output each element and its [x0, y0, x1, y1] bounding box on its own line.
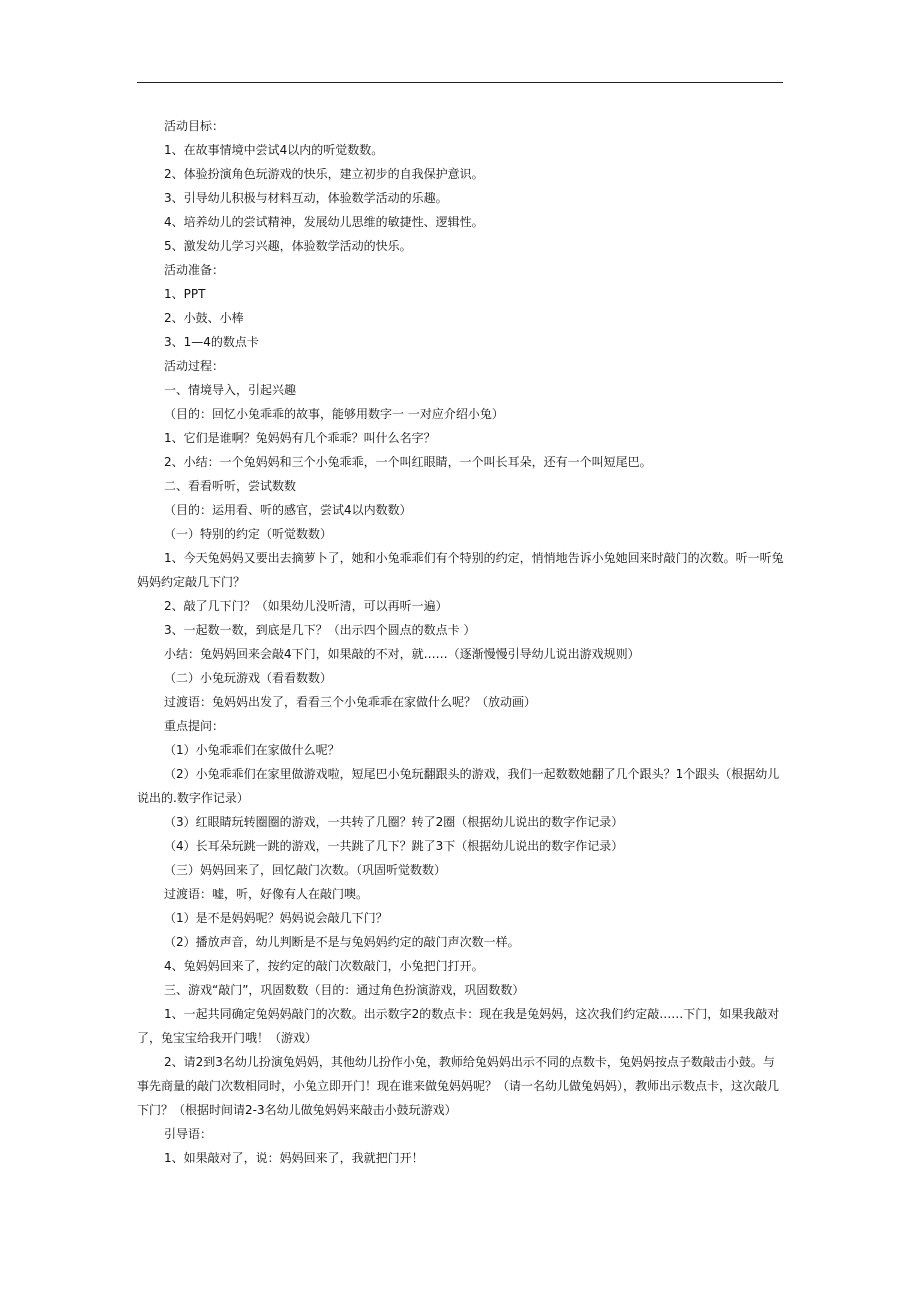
section-heading-goals: 活动目标： [164, 119, 225, 133]
process-paragraph: （目的：运用看、听的感官，尝试4以内数数） [164, 503, 412, 517]
process-paragraph: 1、一起共同确定兔妈妈敲门的次数。出示数字2的数点卡：现在我是兔妈妈，这次我们约定敲……下门，如果我敲对了，兔宝宝给我开门哦！（游戏） [137, 1007, 780, 1045]
process-paragraph: 4、兔妈妈回来了，按约定的敲门次数敲门，小兔把门打开。 [164, 959, 484, 973]
process-paragraph: 过渡语：兔妈妈出发了，看看三个小兔乖乖在家做什么呢？（放动画） [164, 695, 537, 709]
process-paragraph: （目的：回忆小兔乖乖的故事，能够用数字一 一对应介绍小兔） [164, 407, 504, 421]
process-paragraph: （2）播放声音，幼儿判断是不是与兔妈妈约定的敲门声次数一样。 [164, 935, 520, 949]
preparation-item: 2、小鼓、小棒 [164, 311, 244, 325]
process-paragraph: 过渡语：嘘，听，好像有人在敲门噢。 [164, 887, 369, 901]
process-paragraph: （2）小兔乖乖们在家里做游戏啦，短尾巴小兔玩翻跟头的游戏，我们一起数数她翻了几个跟头？1个跟头（根据幼儿说出的.数字作记录） [137, 767, 780, 805]
process-paragraph: 2、请2到3名幼儿扮演兔妈妈，其他幼儿扮作小兔，教师给兔妈妈出示不同的点数卡，兔妈妈按点子数敲击小鼓。与事先商量的敲门次数相同时，小兔立即开门！现在谁来做兔妈妈呢？（请一名幼儿做兔妈妈），教师出示数点卡，这次敲几下门？（根据时间请2-3名幼儿做兔妈妈来敲击小鼓玩游戏） [137, 1055, 780, 1117]
preparation-item: 1、PPT [164, 287, 206, 301]
process-paragraph: （1）小兔乖乖们在家做什么呢？ [164, 743, 340, 757]
goal-item: 3、引导幼儿积极与材料互动，体验数学活动的乐趣。 [164, 191, 448, 205]
process-paragraph: （一）特别的约定（听觉数数） [164, 527, 333, 541]
process-paragraph: 二、看看听听，尝试数数 [164, 479, 297, 493]
process-paragraph: （4）长耳朵玩跳一跳的游戏，一共跳了几下？跳了3下（根据幼儿说出的数字作记录） [164, 839, 624, 853]
process-paragraph: （3）红眼睛玩转圈圈的游戏，一共转了几圈？转了2圈（根据幼儿说出的数字作记录） [164, 815, 624, 829]
document-body [137, 114, 785, 1170]
goal-item: 4、培养幼儿的尝试精神，发展幼儿思维的敏捷性、逻辑性。 [164, 215, 484, 229]
process-paragraph: （三）妈妈回来了，回忆敲门次数。（巩固听觉数数） [164, 863, 447, 877]
process-paragraph: 引导语： [164, 1127, 213, 1141]
process-paragraph: 1、它们是谁啊？兔妈妈有几个乖乖？叫什么名字？ [164, 431, 436, 445]
process-paragraph: 2、敲了几下门？（如果幼儿没听清，可以再听一遍） [164, 599, 448, 613]
goal-item: 5、激发幼儿学习兴趣，体验数学活动的快乐。 [164, 239, 412, 253]
process-paragraph: 小结：兔妈妈回来会敲4下门，如果敲的不对，就……（逐渐慢慢引导幼儿说出游戏规则） [164, 647, 640, 661]
section-heading-preparation: 活动准备： [164, 263, 225, 277]
process-paragraph: 1、如果敲对了，说：妈妈回来了，我就把门开！ [164, 1151, 424, 1165]
process-paragraph: 一、情境导入，引起兴趣 [164, 383, 297, 397]
process-paragraph: 2、小结：一个兔妈妈和三个小兔乖乖，一个叫红眼睛，一个叫长耳朵，还有一个叫短尾巴。 [164, 455, 652, 469]
goal-item: 2、体验扮演角色玩游戏的快乐，建立初步的自我保护意识。 [164, 167, 484, 181]
process-paragraph: （二）小兔玩游戏（看看数数） [164, 671, 333, 685]
header-rule [137, 82, 783, 83]
section-heading-process: 活动过程： [164, 359, 225, 373]
process-paragraph: 重点提问： [164, 719, 225, 733]
process-paragraph: 三、游戏“敲门”，巩固数数（目的：通过角色扮演游戏，巩固数数） [164, 983, 525, 997]
process-paragraph: 1、今天兔妈妈又要出去摘萝卜了，她和小兔乖乖们有个特别的约定，悄悄地告诉小兔她回来时敲门的次数。听一听兔妈妈约定敲几下门？ [137, 551, 784, 589]
goal-item: 1、在故事情境中尝试4以内的听觉数数。 [164, 143, 384, 157]
process-paragraph: （1）是不是妈妈呢？妈妈说会敲几下门？ [164, 911, 388, 925]
process-paragraph: 3、一起数一数，到底是几下？（出示四个圆点的数点卡 ） [164, 623, 476, 637]
preparation-item: 3、1—4的数点卡 [164, 335, 259, 349]
